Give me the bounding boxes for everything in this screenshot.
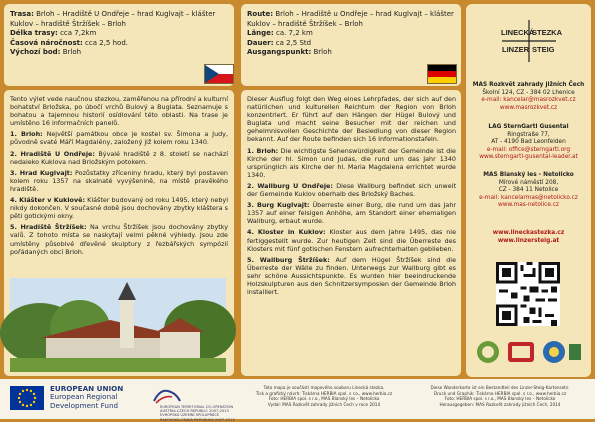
eu-line-1: EUROPEAN UNION [50,384,124,393]
time-label: Dauer: [247,38,274,47]
czech-route-info [10,10,232,58]
stop-title: 3. Hrad Kuglvajt: [10,168,73,177]
german-description [247,95,456,299]
svg-text:STEIG: STEIG [532,45,555,54]
czech-stop-1 [10,130,228,146]
german-stop-5 [247,256,456,296]
stop-text: Pozůstatky zříceniny hradu, který byl postaven kolem roku 1357 na skalnaté vyvýšenině, na místě pravěkého hradiště. [10,168,228,193]
org-web[interactable]: www.mas-netolice.cz [498,202,559,209]
partner-logos [474,332,584,372]
czat-line-2: AUSTRIA-CZECH REPUBLIC 2007-2013 [160,409,229,414]
masblansky-contact [466,172,591,210]
org-address: Ringstraße 77, [507,131,550,138]
time-label: Časová náročnost: [10,38,83,47]
route-label: Route: [247,10,274,18]
stop-text: Největší památkou obce je kostel sv. Šimona a Judy, původně svaté Máří Magdalény, založený již kolem roku 1340. [10,130,228,147]
eu-flag-icon [10,386,44,410]
org-email[interactable]: e-mail: kancelar@masrozkvet.cz [481,97,576,104]
czat-line-1: EUROPEAN TERRITORIAL CO-OPERATION [160,405,234,409]
time-value: cca 2,5 hod. [85,38,128,47]
stop-title: 5. Hradiště Štržíšek: [10,223,87,232]
czech-description-panel [4,90,234,376]
masrozkvet-contact [466,82,591,112]
imprint-line: Foto: HERBIA spol. s r.o., MAS Blanský les – Netolicko [268,396,380,402]
org-address: Mírové náměstí 208, [498,179,559,186]
imprint-line: Tisk a grafický návrh: Tiskárna HERBIA spol. s r.o., www.herbia.cz [255,390,393,396]
org-email[interactable]: e-mail: kancelarmas@netolicko.cz [479,194,578,201]
imprint-line: Herausgegeben: MAS Rozkvět zahrady jižních Čech, 2014 [439,401,561,407]
route-label: Trasa: [10,10,34,18]
org-address: Školní 124, CZ - 384 02 Lhenice [482,89,575,96]
stop-title: 2. Wallburg U Ondřeje: [247,181,333,190]
stop-title: 1. Brloh: [10,130,43,139]
org-name: MAS Rozkvět zahrady jižních Čech [472,82,585,88]
start-label: Ausgangspunkt: [247,48,312,57]
czech-flag-icon [204,64,234,84]
stop-text: Überreste einer Burg, die rund um das Jahr 1357 auf einer felsigen Anhöhe, am Standort einer ehemaligen Wallburg, erbaut wurde. [247,201,456,226]
stop-title: 3. Burg Kuglvajt: [247,201,310,210]
stop-text: Bývalé hradiště z 8. století se nachází nedaleko Kuklova nad Brložským potokem. [10,149,228,166]
lag-contact [466,124,591,162]
length-label: Länge: [247,29,274,38]
cz-at-cooperation-text [160,405,235,422]
german-description-panel [241,90,461,376]
czech-description [10,95,228,259]
start-value: Brloh [62,48,82,57]
stop-title: 4. Klášter v Kuklově: [10,196,86,205]
german-stop-3 [247,201,456,225]
start-value: Brloh [313,48,332,57]
contact-panel [466,4,591,377]
svg-text:LINECKÁ: LINECKÁ [501,28,535,37]
czat-line-3: EVROPSKÁ ÚZEMNÍ SPOLUPRÁCE [160,413,220,418]
org-address: AT - 4190 Bad Leonfelden [491,139,566,146]
imprint-line: Druck und Graphik: Tiskárna HERBIA spol. s r.o., www.herbia.cz [433,390,567,396]
church-photo [10,278,226,372]
length-value: ca. 7,2 km [275,29,313,38]
stop-text: Diese Wallburg befindet sich unweit der Gemeinde Kuklov oberhalb des Brložský Baches. [247,181,456,199]
german-imprint [410,385,590,407]
german-stop-4 [247,228,456,252]
org-name: MAS Blanský les - Netolicko [483,172,574,178]
route-value: Brloh – Hradiště u Ondřeje – hrad Kuglvajt – klášter Kuklov – hradiště Štržíšek – Brloh [247,10,454,28]
czech-stop-5 [10,223,228,255]
eu-line-2: European Regional [50,392,118,402]
stop-title: 5. Wallburg Štržíšek: [247,255,330,264]
stop-text: Na vrchu Štržíšek jsou dochovány zbytky valů. Z tohoto místa se naskytají velmi pěkné výhledy. Jsou zde umístěny působivé dřevěné skulptury z řezbářských sympózií pořádaných obcí Brloh. [10,223,228,256]
imprint-line: Tato mapa je součástí mapového souboru Linecká stezka. [263,385,385,390]
czech-intro: Tento výlet vede naučnou stezkou, zaměřenou na přírodní a kulturní bohatství Brložska, po úbočí vrchů Bulový a Buglata. Seznamuje s bohatou a tajemnou historií osídlování této oblasti. Na trase je umístěno 16 informačních panelů. [10,95,228,128]
start-label: Výchozí bod: [10,48,61,57]
stop-text: Auf dem Hügel Štržíšek sind die Überreste der Wälle zu finden. Unterwegs zur Wallburg gibt es sehr schöne Aussichtspunkte. Es wurden hier beeindruckende Holzskulpturen aus den Schnitzersymposien der Gemeinde Brloh installiert. [247,255,456,297]
org-address: CZ - 384 11 Netolice [498,187,559,194]
stop-title: 4. Kloster in Kuklov: [247,228,326,237]
svg-text:STEZKA: STEZKA [532,28,562,37]
time-value: ca 2,5 Std [275,38,312,47]
czech-stop-2 [10,150,228,166]
stop-title: 2. Hradiště U Ondřeje: [10,149,95,158]
imprint-line: Foto: HERBIA spol. s r.o., MAS Blanský les – Netolicko [444,396,556,402]
org-web[interactable]: www.sterngartl-gusental-leader.at [479,154,578,161]
german-intro: Dieser Ausflug folgt den Weg eines Lehrpfades, der sich auf den natürlichen und kulturellen Reichtum der Region von Brloh konzentriert. Er führt auf den Hängen der Hügel Bulový und Buglata und macht seine Besucher mit der reichen und geheimnisvollen Geschichte der Besiedlung von dieser Region bekannt. Auf der Route befinden sich 16 Informationstafeln. [247,95,456,144]
length-value: cca 7,2km [60,29,97,38]
german-flag-icon [427,64,457,84]
org-name: LAG SternGartl Gusental [488,124,569,130]
czat-line-4: RAKOUSKO-ČESKÁ REPUBLIKA 2007-2013 [160,417,235,422]
stop-text: Die wichtigste Sehenswürdigkeit der Gemeinde ist die Kirche der hl. Simon und Judas, die rund um das Jahr 1340 ursprünglich als Kirche der hl. Maria Magdalena errichtet wurde 1340. [247,146,456,179]
footer [0,379,595,422]
imprint-line: Vydal: MAS Rozkvět zahrady jižních Čech v roce 2014 [267,401,381,407]
route-value: Brloh – Hradiště U Ondřeje – hrad Kuglvajt – klášter Kuklov – hradiště Štržíšek – Brloh [10,10,216,28]
german-header-panel [241,4,461,86]
czech-header-panel [4,4,234,86]
qr-code-icon[interactable] [496,262,560,326]
czech-imprint [254,385,394,407]
stop-title: 1. Brloh: [247,146,279,155]
eu-line-3: Development Fund [50,400,119,410]
org-email[interactable]: e-mail: office@sterngartl.org [486,146,571,153]
german-route-info [247,10,457,58]
czech-stop-3 [10,169,228,193]
project-websites [466,230,591,245]
website-at[interactable]: www.linzersteig.at [497,237,560,244]
svg-text:LINZER: LINZER [502,45,530,54]
stop-text: Klášter budovaný od roku 1495, který nebyl nikdy dokončen. V současné době jsou dochovány zbytky kláštera s pěti gotickými okny. [10,196,228,221]
stop-text: Kloster aus dem Jahre 1495, das nie fertiggestellt wurde. Zur heutigen Zeit sind die Überreste des Klosters mit fünf gotischen Fenstern aufrechterhalten geblieben. [247,228,456,253]
eu-fund-label [50,385,123,410]
imprint-line: Diese Wanderkarte ist ein Bestandteil des Linzer-Steig-Kartensets. [430,385,570,390]
german-stop-2 [247,182,456,198]
czech-stop-4 [10,196,228,220]
website-cz[interactable]: www.lineckastezka.cz [492,230,565,236]
org-web[interactable]: www.masrozkvet.cz [499,104,558,111]
german-stop-1 [247,147,456,179]
linecka-stezka-logo [496,16,562,66]
length-label: Délka trasy: [10,29,58,38]
